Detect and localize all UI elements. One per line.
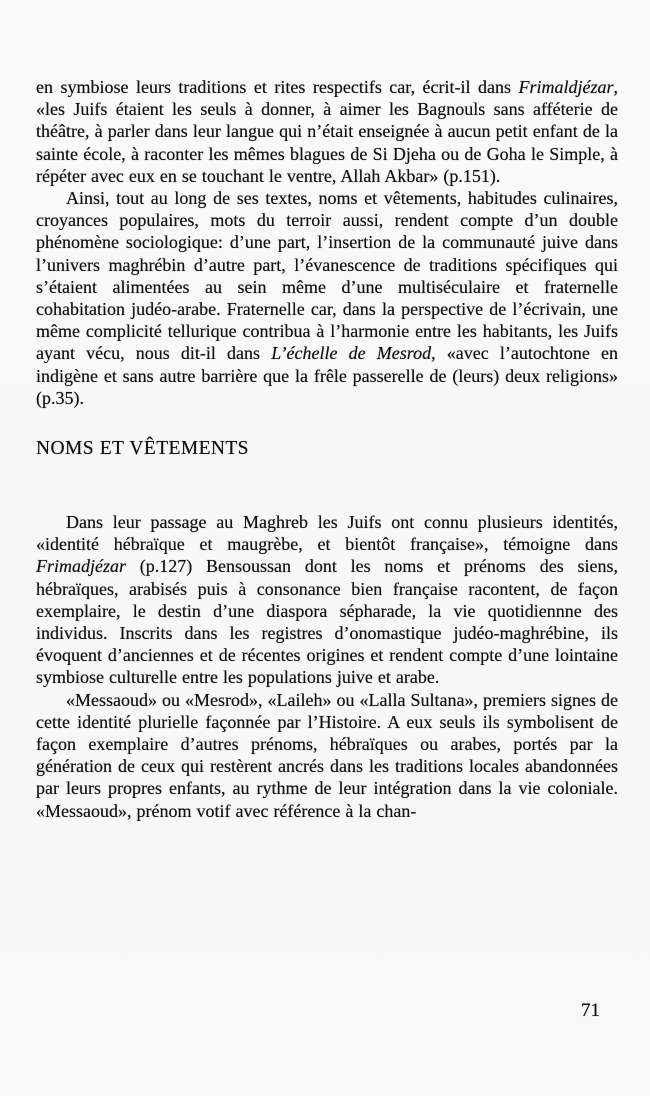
paragraph	[36, 511, 618, 689]
book-title-italic: L’échelle de Mesrod	[271, 343, 432, 364]
text-column	[36, 76, 618, 822]
paragraph-text: , «avec l’autochtone en indigène et sans autre barrière que la frêle passerelle de (leurs) deux religions» (p.35).	[36, 343, 618, 408]
paragraph-text: Ainsi, tout au long de ses textes, noms et vêtements, habitudes culinaires, croyances populaires, mots du terroir aussi, rendent compte d’un double phénomène sociologique: d’une part, l’insertion de la communauté juive dans l’univers maghrébin d’autre part, l’évanescence de traditions spécifiques qui s’étaient alimentées au sein même d’une multiséculaire et fraternelle cohabitation judéo-arabe. Fraternelle car, dans la perspective de l’écrivain, une même complicité tellurique contribua à l’harmonie entre les habitants, les Juifs ayant vécu, nous dit-il dans	[36, 188, 618, 364]
paragraph-text: en symbiose leurs traditions et rites respectifs car, écrit-il dans	[36, 77, 519, 97]
page-number: 71	[581, 1000, 600, 1021]
paragraph	[36, 76, 618, 187]
book-title-italic: Frimadjézar	[36, 556, 126, 577]
paragraph	[36, 689, 618, 822]
paragraph	[36, 187, 618, 409]
book-title-italic: Frimaldjézar	[518, 77, 614, 97]
paragraph-text: , «les Juifs étaient les seuls à donner, à aimer les Bagnouls sans afféterie de théâtre, à parler dans leur langue qui n’était enseignée à aucun petit enfant de la sainte école, à raconter les mêmes blagues de Si Djeha ou de Goha le Simple, à répéter avec eux en se touchant le ventre, Allah Akbar» (p.151).	[36, 77, 618, 186]
paragraph-text: (p.127) Bensoussan dont les noms et prénoms des siens, hébraïques, arabisés puis à consonance bien française racontent, de façon exemplaire, le destin d’une diaspora sépharade, la vie quotidiennne des individus. Inscrits dans les registres d’onomastique judéo-maghrébine, ils évoquent d’anciennes et de récentes origines et rendent compte d’une lointaine symbiose culturelle entre les populations juive et arabe.	[36, 556, 618, 688]
paragraph-text: Dans leur passage au Maghreb les Juifs ont connu plusieurs identités, «identité hébraïque et maugrèbe, et bientôt française», témoigne dans	[36, 512, 618, 555]
paragraph-text: «Messaoud» ou «Mesrod», «Laileh» ou «Lalla Sultana», premiers signes de cette identité plurielle façonnée par l’Histoire. A eux seuls ils symbolisent de façon exemplaire d’autres prénoms, hébraïques ou arabes, portés par la génération de ceux qui restèrent ancrés dans les traditions locales abandonnées par leurs propres enfants, au rythme de leur intégration dans la vie coloniale. «Messaoud», prénom votif avec référence à la chan-	[36, 689, 618, 821]
section-heading: NOMS ET VÊTEMENTS	[36, 438, 249, 460]
